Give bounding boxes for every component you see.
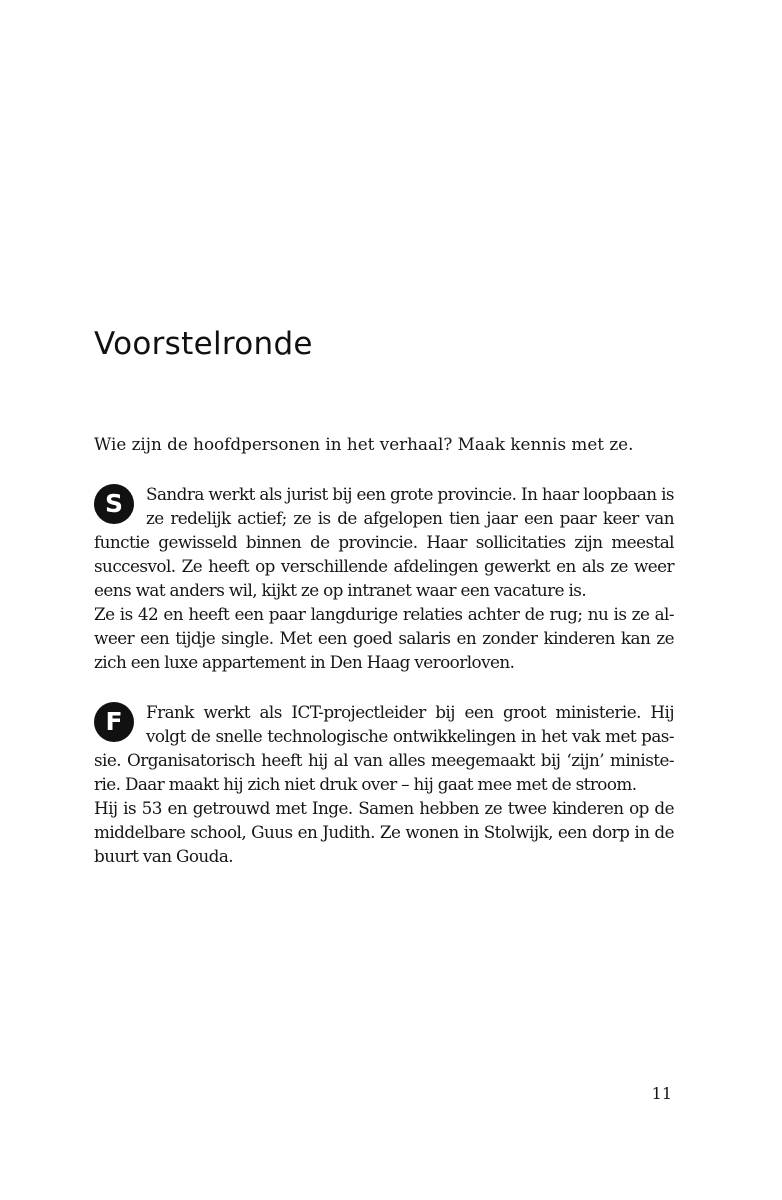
character-section-frank [94, 700, 674, 868]
chapter-title: Voorstelronde [94, 326, 313, 362]
intro-text: Wie zijn de hoofdpersonen in het verhaal? Maak kennis met ze. [94, 434, 634, 454]
initial-badge-f: F [94, 702, 134, 742]
sandra-paragraph-1: Sandra werkt als jurist bij een grote provincie. In haar loopbaan is ze redelijk actief; ze is de afgelopen tien jaar een paar keer van functie gewisseld binnen de provincie. Haar sollicitaties zijn meestal succesvol. Ze heeft op verschillende afdelingen gewerkt en als ze weer eens wat anders wil, kijkt ze op intranet waar een vacature is. [94, 484, 674, 600]
frank-paragraph-2: Hij is 53 en getrouwd met Inge. Samen hebben ze twee kinderen op de middelbare school, Guus en Judith. Ze wonen in Stolwijk, een dorp in de buurt van Gouda. [94, 798, 674, 866]
initial-badge-s: S [94, 484, 134, 524]
character-section-sandra [94, 482, 674, 674]
frank-paragraph-1: Frank werkt als ICT-projectleider bij een groot ministerie. Hij volgt de snelle technologische ontwikkelingen in het vak met pas-sie. Organisatorisch heeft hij al van alles meegemaakt bij ‘zijn’ ministe-rie. Daar maakt hij zich niet druk over – hij gaat mee met de stroom. [94, 702, 674, 794]
page-number: 11 [651, 1084, 672, 1103]
sandra-paragraph-2: Ze is 42 en heeft een paar langdurige relaties achter de rug; nu is ze al-weer een tijdje single. Met een goed salaris en zonder kinderen kan ze zich een luxe appartement in Den Haag veroorloven. [94, 604, 674, 672]
